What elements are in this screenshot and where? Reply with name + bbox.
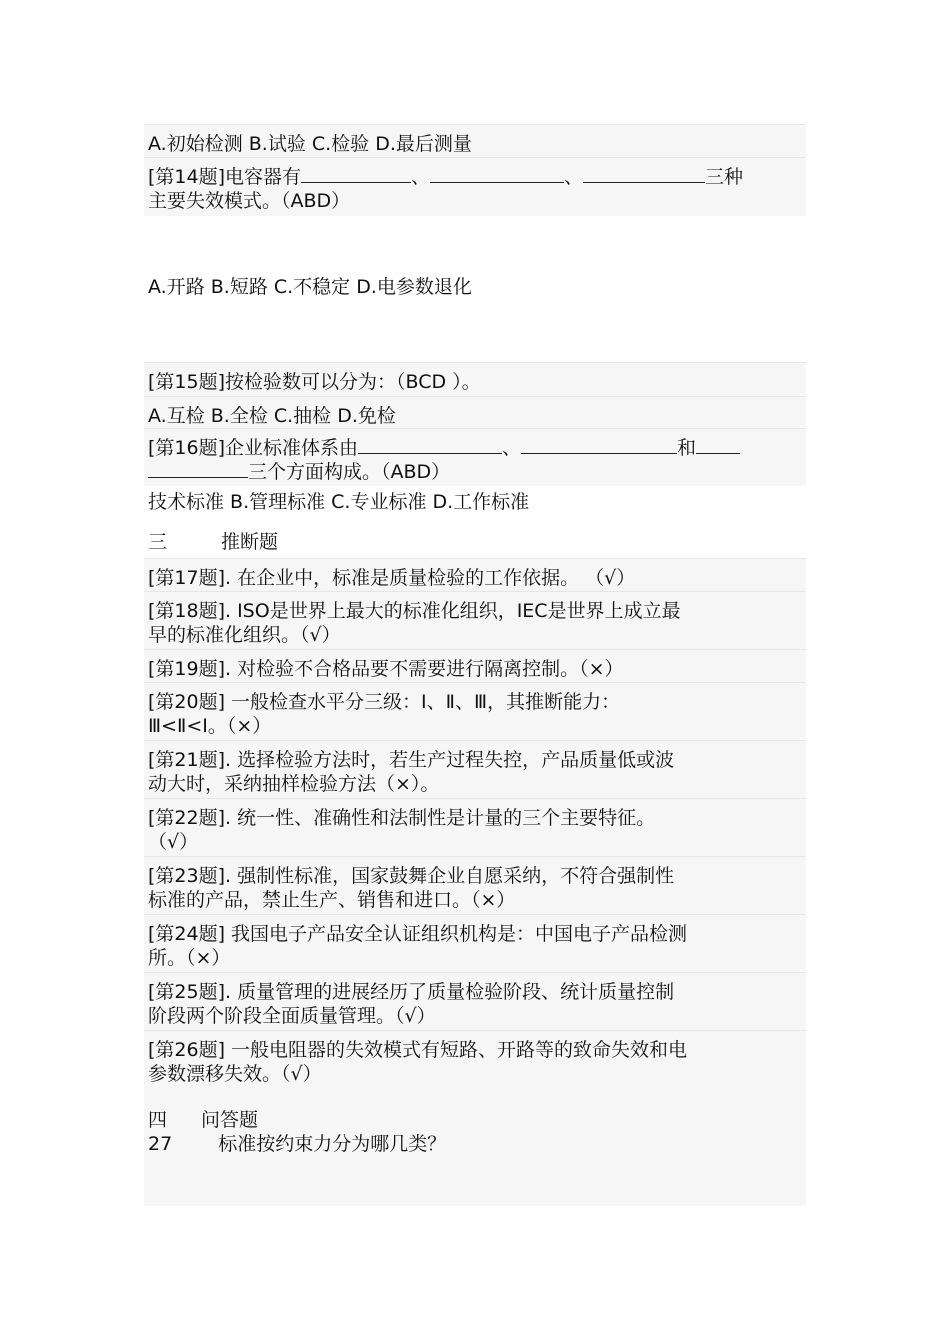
judgment-text-line2: 参数漂移失效。（√） xyxy=(148,1063,322,1085)
judgment-item xyxy=(144,682,806,740)
judgment-text-line2: 阶段两个阶段全面质量管理。（√） xyxy=(148,1005,436,1027)
judgment-text-line2: （√） xyxy=(148,831,199,853)
judgment-text-line1: [第22题]. 统一性、准确性和法制性是计量的三个主要特征。 xyxy=(148,807,656,829)
judgment-item xyxy=(144,558,806,591)
judgment-item xyxy=(144,740,806,798)
judgment-list xyxy=(144,558,806,1088)
judgment-item xyxy=(144,649,806,682)
judgment-item xyxy=(144,798,806,856)
judgment-text-line2: 早的标准化组织。（√） xyxy=(148,624,341,646)
q16-blank-3b xyxy=(148,461,248,478)
q27-number: 27 xyxy=(148,1133,173,1155)
judgment-text-line1: [第17题]. 在企业中，标准是质量检验的工作依据。 （√） xyxy=(148,567,636,589)
judgment-text-line2: Ⅲ<Ⅱ<Ⅰ。（×） xyxy=(148,715,272,737)
judgment-item xyxy=(144,914,806,972)
question-15 xyxy=(144,362,806,396)
question-27 xyxy=(144,1132,806,1156)
q14-blank-3 xyxy=(583,166,705,183)
section-3-title: 推断题 xyxy=(221,531,279,553)
q15-options-text: A.互检 B.全检 C.抽检 D.免检 xyxy=(148,405,396,427)
section-3-number: 三 xyxy=(148,531,168,553)
q16-stem: [第16题]企业标准体系由 xyxy=(148,437,359,459)
judgment-text-line1: [第20题] 一般检查水平分三级：Ⅰ、Ⅱ、Ⅲ，其推断能力： xyxy=(148,691,621,713)
judgment-text-line1: [第26题] 一般电阻器的失效模式有短路、开路等的致命失效和电 xyxy=(148,1039,688,1061)
judgment-text-line1: [第21题]. 选择检验方法时，若生产过程失控，产品质量低或波 xyxy=(148,749,675,771)
judgment-text-line1: [第19题]. 对检验不合格品要不需要进行隔离控制。（×） xyxy=(148,658,624,680)
judgment-text-line1: [第23题]. 强制性标准，国家鼓舞企业自愿采纳，不符合强制性 xyxy=(148,865,675,887)
q14-options xyxy=(144,216,806,362)
section-4-number: 四 xyxy=(148,1109,168,1131)
q14-stem: [第14题]电容器有 xyxy=(148,166,302,188)
judgment-text-line1: [第25题]. 质量管理的进展经历了质量检验阶段、统计质量控制 xyxy=(148,981,675,1003)
q14-options-text: A.开路 B.短路 C.不稳定 D.电参数退化 xyxy=(148,276,472,298)
q16-stem-line2: 三个方面构成。（ABD） xyxy=(248,461,451,483)
section-4-heading xyxy=(144,1088,806,1132)
judgment-item xyxy=(144,591,806,649)
q14-sep: 、 xyxy=(411,166,431,188)
q16-blank-2 xyxy=(521,437,677,454)
q16-options xyxy=(144,486,806,526)
question-14 xyxy=(144,157,806,216)
judgment-text-line1: [第18题]. ISO是世界上最大的标准化组织，IEC是世界上成立最 xyxy=(148,600,681,622)
document-page xyxy=(144,124,806,1206)
judgment-text-line2: 动大时，采纳抽样检验方法（×）。 xyxy=(148,773,440,795)
judgment-text-line2: 所。（×） xyxy=(148,947,231,969)
q27-stem: 标准按约束力分为哪几类？ xyxy=(218,1133,447,1155)
q14-blank-1 xyxy=(301,166,411,183)
q16-options-text: 技术标准 B.管理标准 C.专业标准 D.工作标准 xyxy=(148,491,530,513)
judgment-item xyxy=(144,972,806,1030)
judgment-item xyxy=(144,1030,806,1088)
q15-stem: [第15题]按检验数可以分为：（BCD ）。 xyxy=(148,371,481,393)
q16-and: 和 xyxy=(677,437,697,459)
section-4-title: 问答题 xyxy=(201,1109,259,1131)
judgment-item xyxy=(144,856,806,914)
q14-sep: 、 xyxy=(564,166,584,188)
q16-sep: 、 xyxy=(502,437,522,459)
answer-area xyxy=(144,1156,806,1206)
q16-blank-3a xyxy=(696,437,740,454)
judgment-text-line2: 标准的产品，禁止生产、销售和进口。（×） xyxy=(148,889,516,911)
q16-blank-1 xyxy=(358,437,502,454)
q13-options xyxy=(144,124,806,157)
q13-options-text: A.初始检测 B.试验 C.检验 D.最后测量 xyxy=(148,133,472,155)
judgment-text-line1: [第24题] 我国电子产品安全认证组织机构是：中国电子产品检测 xyxy=(148,923,688,945)
q14-blank-2 xyxy=(430,166,564,183)
section-3-heading xyxy=(144,526,806,558)
q15-options xyxy=(144,396,806,428)
q14-suffix: 三种 xyxy=(705,166,744,188)
q14-stem-line2: 主要失效模式。（ABD） xyxy=(148,190,351,212)
question-16 xyxy=(144,428,806,486)
